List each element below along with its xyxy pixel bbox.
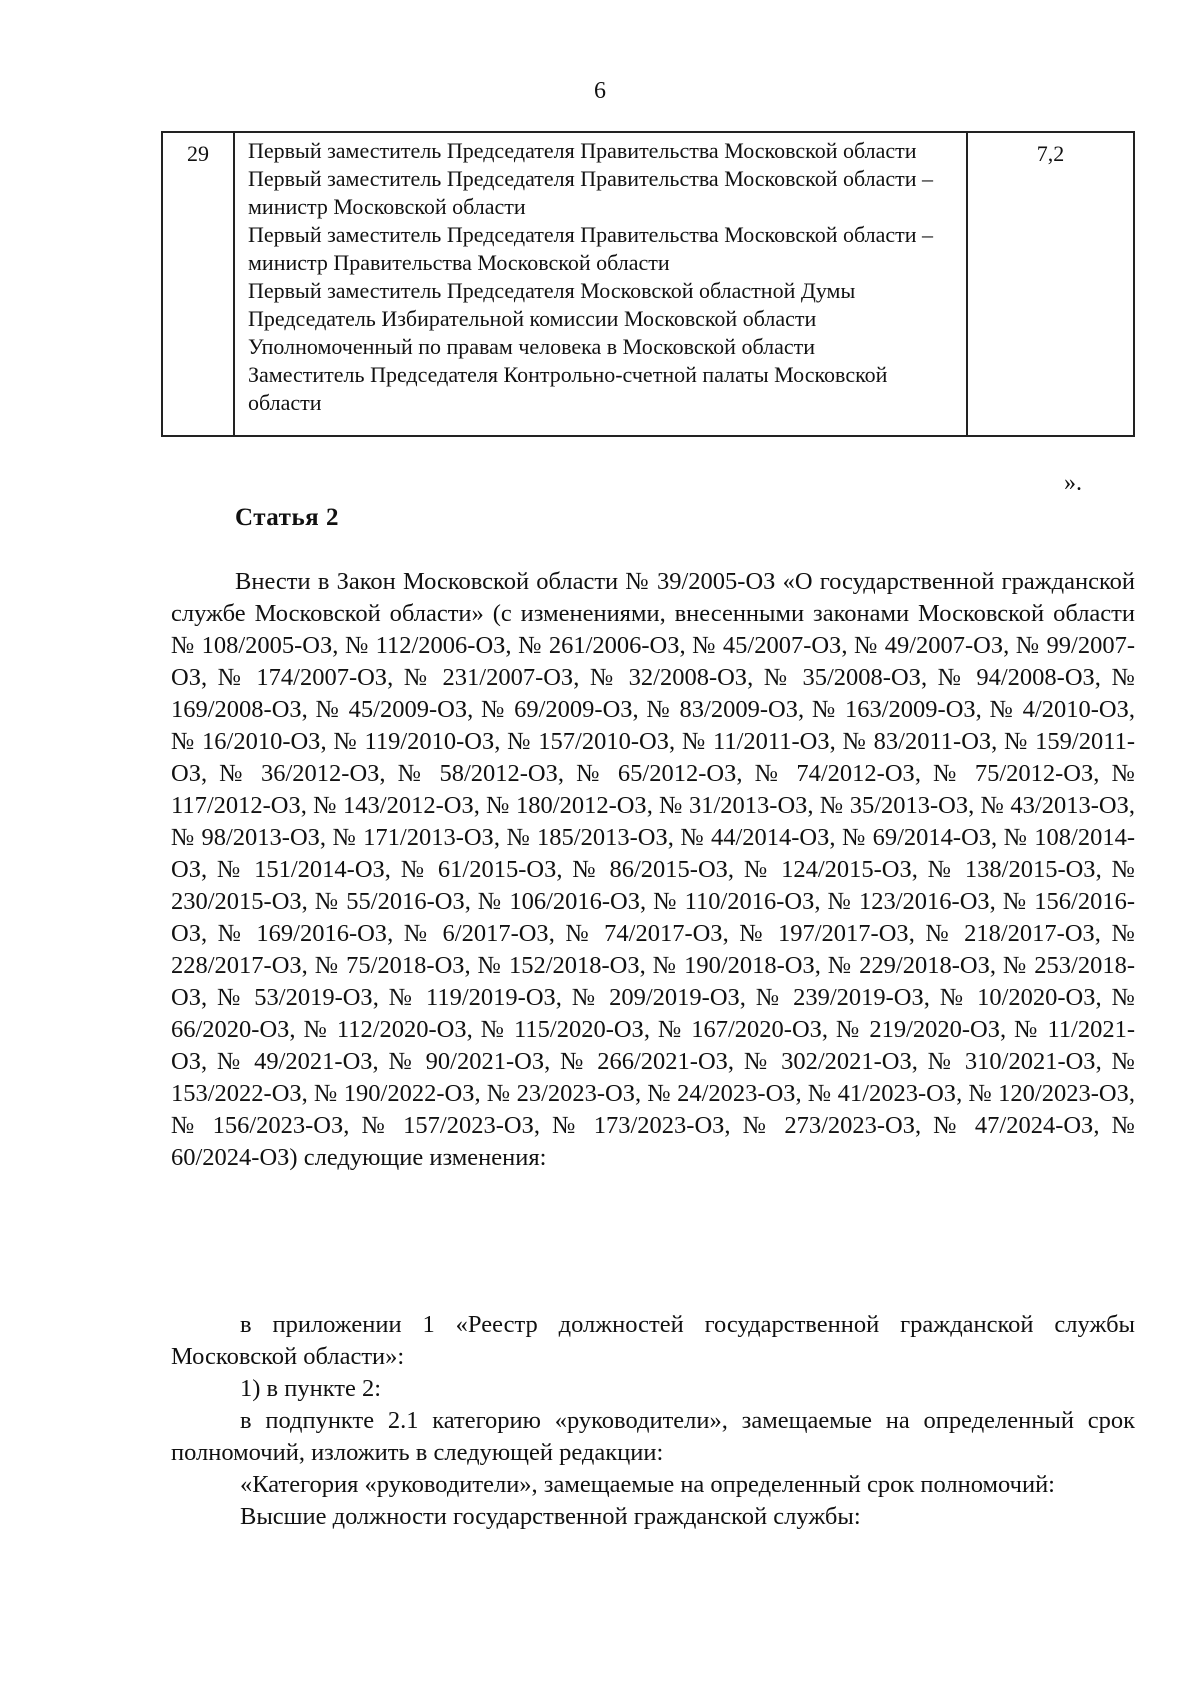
page-number: 6 [594, 78, 606, 104]
position-item: Первый заместитель Председателя Правительства Московской области – министр Правительства Московской области [248, 222, 934, 275]
paragraph: в подпункте 2.1 категорию «руководители», замещаемые на определенный срок полномочий, изложить в следующей редакции: [171, 1407, 1135, 1466]
positions-cell [234, 132, 967, 436]
table-row [162, 132, 1134, 436]
amendments-block [171, 1309, 1135, 1533]
position-item: Председатель Избирательной комиссии Московской области [248, 306, 817, 331]
position-item: Первый заместитель Председателя Московской областной Думы [248, 278, 856, 303]
paragraph: «Категория «руководители», замещаемые на определенный срок полномочий: [240, 1471, 1055, 1498]
article-title: Статья 2 [235, 504, 339, 531]
closing-quote: ». [1064, 470, 1082, 496]
position-item: Уполномоченный по правам человека в Московской области [248, 334, 815, 359]
row-number: 29 [162, 132, 234, 436]
main-paragraph-block [171, 566, 1135, 1174]
paragraph: Высшие должности государственной гражданской службы: [240, 1503, 861, 1530]
row-value: 7,2 [967, 132, 1134, 436]
paragraph: 1) в пункте 2: [240, 1375, 382, 1402]
position-item: Заместитель Председателя Контрольно-счетной палаты Московской области [248, 362, 888, 415]
position-item: Первый заместитель Председателя Правительства Московской области – министр Московской области [248, 166, 934, 219]
position-item: Первый заместитель Председателя Правительства Московской области [248, 138, 917, 163]
main-paragraph: Внести в Закон Московской области № 39/2005-ОЗ «О государственной гражданской службе Московской области» (с изменениями, внесенными законами Московской области № 108/2005-ОЗ, № 112/2006-ОЗ, № 261/2006-ОЗ, № 45/2007-ОЗ, № 49/2007-ОЗ, № 99/2007-ОЗ, № 174/2007-ОЗ, № 231/2007-ОЗ, № 32/2008-ОЗ, № 35/2008-ОЗ, № 94/2008-ОЗ, № 169/2008-ОЗ, № 45/2009-ОЗ, № 69/2009-ОЗ, № 83/2009-ОЗ, № 163/2009-ОЗ, № 4/2010-ОЗ, № 16/2010-ОЗ, № 119/2010-ОЗ, № 157/2010-ОЗ, № 11/2011-ОЗ, № 83/2011-ОЗ, № 159/2011-ОЗ, № 36/2012-ОЗ, № 58/2012-ОЗ, № 65/2012-ОЗ, № 74/2012-ОЗ, № 75/2012-ОЗ, № 117/2012-ОЗ, № 143/2012-ОЗ, № 180/2012-ОЗ, № 31/2013-ОЗ, № 35/2013-ОЗ, № 43/2013-ОЗ, № 98/2013-ОЗ, № 171/2013-ОЗ, № 185/2013-ОЗ, № 44/2014-ОЗ, № 69/2014-ОЗ, № 108/2014-ОЗ, № 151/2014-ОЗ, № 61/2015-ОЗ, № 86/2015-ОЗ, № 124/2015-ОЗ, № 138/2015-ОЗ, № 230/2015-ОЗ, № 55/2016-ОЗ, № 106/2016-ОЗ, № 110/2016-ОЗ, № 123/2016-ОЗ, № 156/2016-ОЗ, № 169/2016-ОЗ, № 6/2017-ОЗ, № 74/2017-ОЗ, № 197/2017-ОЗ, № 218/2017-ОЗ, № 228/2017-ОЗ, № 75/2018-ОЗ, № 152/2018-ОЗ, № 190/2018-ОЗ, № 229/2018-ОЗ, № 253/2018-ОЗ, № 53/2019-ОЗ, № 119/2019-ОЗ, № 209/2019-ОЗ, № 239/2019-ОЗ, № 10/2020-ОЗ, № 66/2020-ОЗ, № 112/2020-ОЗ, № 115/2020-ОЗ, № 167/2020-ОЗ, № 219/2020-ОЗ, № 11/2021-ОЗ, № 49/2021-ОЗ, № 90/2021-ОЗ, № 266/2021-ОЗ, № 302/2021-ОЗ, № 310/2021-ОЗ, № 153/2022-ОЗ, № 190/2022-ОЗ, № 23/2023-ОЗ, № 24/2023-ОЗ, № 41/2023-ОЗ, № 120/2023-ОЗ, № 156/2023-ОЗ, № 157/2023-ОЗ, № 173/2023-ОЗ, № 273/2023-ОЗ, № 47/2024-ОЗ, № 60/2024-ОЗ) следующие изменения: [171, 568, 1135, 1171]
positions-table [161, 131, 1135, 437]
paragraph: в приложении 1 «Реестр должностей государственной гражданской службы Московской области»: [171, 1311, 1135, 1370]
